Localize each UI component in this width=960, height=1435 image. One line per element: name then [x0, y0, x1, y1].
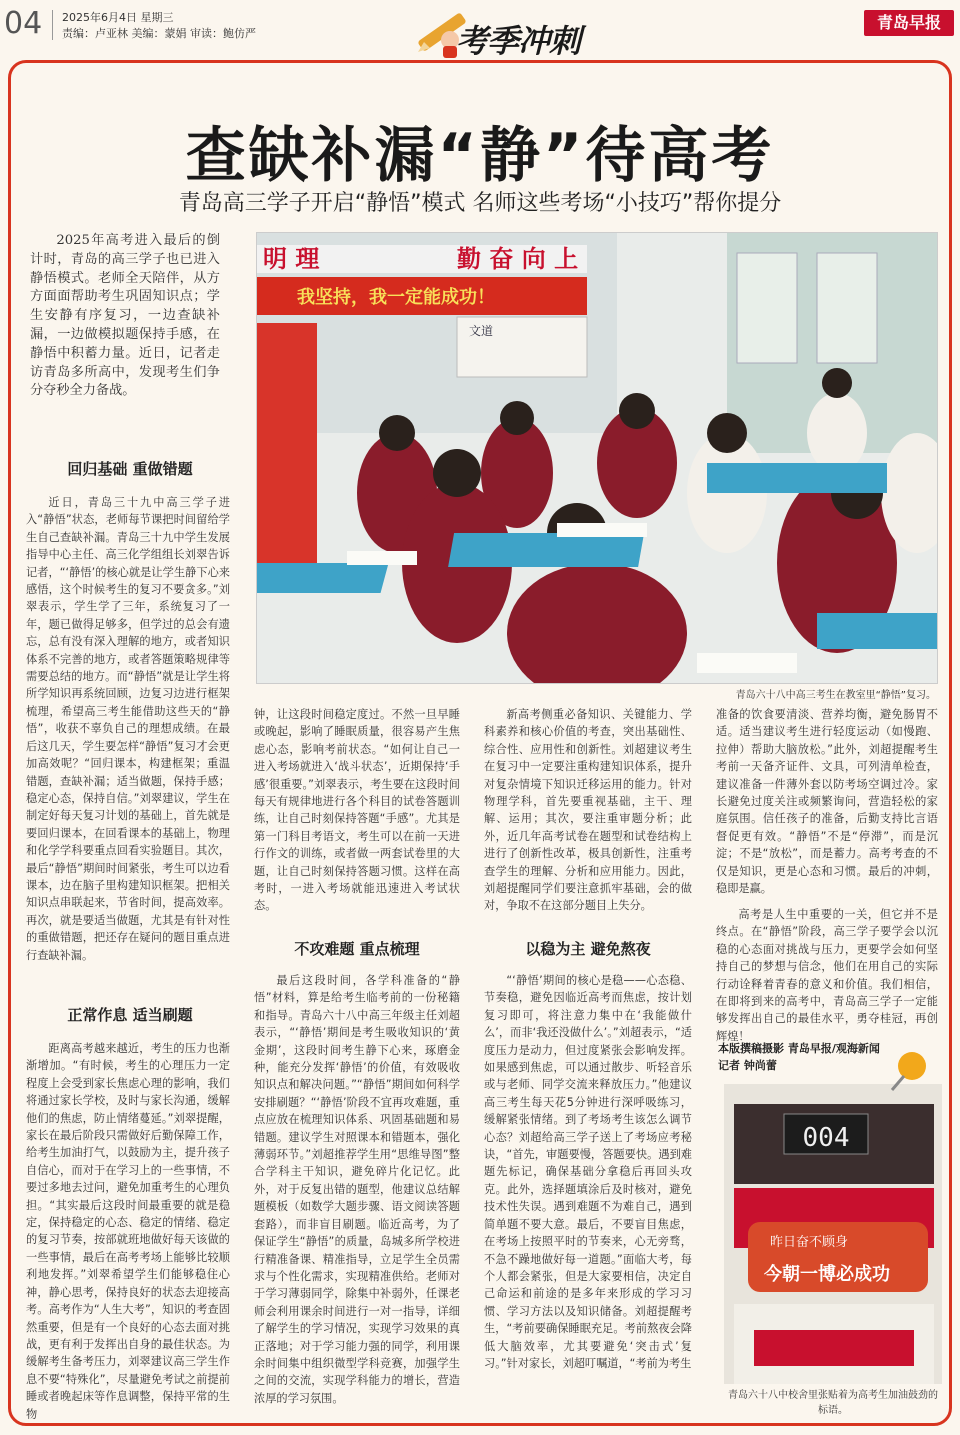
motivation-photo	[724, 1084, 942, 1384]
article-column-4b: 高考是人生中重要的一关，但它并不是终点。在“静悟”阶段，高三学子要学会以沉稳的心态面对挑战与压力，更要学会如何坚持自己的梦想与信念，他们在用自己的实际行动诠释着青春的意义和价值。我们相信，在即将到来的高考中，青岛高三学子一定能够发挥出自己的最佳水平，勇夺桂冠，再创辉煌！	[716, 908, 938, 1043]
column-banner	[410, 6, 640, 62]
section-title-3: 不攻难题 重点梳理	[294, 940, 420, 958]
photo-caption: 青岛六十八中高三考生在教室里“静悟”复习。	[735, 690, 936, 701]
countdown-clock: 004	[802, 1123, 850, 1153]
column-title: 考季冲刺	[456, 22, 581, 60]
photo2-caption: 青岛六十八中校舍里张贴着为高考生加油鼓劲的标语。	[728, 1390, 938, 1416]
wall-banner-right: 勤 奋 向 上	[457, 245, 579, 273]
page-number: 04	[4, 6, 43, 41]
section-title-1: 回归基础 重做错题	[67, 460, 193, 478]
slogan-bottom: 今朝一博必成功	[764, 1264, 890, 1285]
article-column-1a: 近日，青岛三十九中高三学子进入“静悟”状态，老师每节课把时间留给学生自己查缺补漏。青岛三十九中学生发展指导中心主任、高三化学组组长刘翠告诉记者，“‘静悟’的核心就是让学生静下心来感悟，这个时候考生的复习不要贪多。”刘翠表示，学生学了三年，系统复习了一年，题已做得足够多，但学过的总会有遗忘，总有没有深入理解的地方，或者知识体系不完善的地方，或者答题策略规律等需要总结的地方。而“静悟”就是让学生将所学知识再系统回顾，边复习边进行框架梳理，希望高三考生能借助这些天的“静悟”，收获不辜负自己的理想成绩。在最后这几天，学生要怎样“静悟”复习才会更加高效呢？“回归课本，构建框架；重温错题，查缺补漏；适当做题，保持手感；稳定心态，保持自信。”刘翠建议，学生在制定好每天复习计划的基础上，首先就是要回归课本，在回看课本的基础上，物理和化学学科要重点回看实验题目。其次，最后“静悟”期间时间紧张，考生可以边看课本，边在脑子里构建知识框架。把相关知识点串联起来，节省时间，提高效率。再次，就是要适当做题，尤其是有针对性的重做错题，把还存在疑问的题目重点进行查缺补漏。	[26, 496, 230, 962]
lede-paragraph: 2025年高考进入最后的倒计时，青岛的高三学子也已进入静悟模式。老师全天陪伴，从方方面面帮助考生巩固知识点；学生安静有序复习，一边查缺补漏，一边做模拟题保持手感，在静悟中积蓄力量。近日，记者走访青岛多所高中，发现考生们争分夺秒全力备战。	[30, 233, 220, 399]
section-title-4: 以稳为主 避免熬夜	[525, 940, 651, 958]
headline: 查缺补漏“静”待高考	[185, 121, 775, 191]
article-column-1b: 距离高考越来越近，考生的压力也渐渐增加。“有时候，考生的心理压力一定程度上会受到家长焦虑心理的影响，我们将通过家长学校，及时与家长沟通，缓解他们的焦虑，防止情绪蔓延。”刘翠提醒，家长在最后阶段只需做好后勤保障工作，给考生加油打气，以鼓励为主，提升孩子自信心，而对于在学习上的一些事情，不要过多地去过问，避免加重考生的心理负担。“其实最后这段时间最重要的就是稳定，保持稳定的心态、稳定的情绪、稳定的复习节奏，按部就班地做好每天该做的一些事情，最后在高考考场上能够比较顺利地发挥。”刘翠希望学生们能够稳住心神，静心思考，保持良好的状态去迎接高考。高考作为“人生大考”，知识的考查固然重要，但是有一个良好的心态去面对挑战，更有利于发挥出自身的最佳状态。为缓解考生备考压力，刘翠建议高三学生作息不要“特殊化”，尽量避免考试之前提前睡或者晚起床等作息调整，保持平常的生物	[26, 1042, 230, 1421]
byline-reporter: 记者 钟尚蕾	[718, 1059, 777, 1072]
header-divider	[52, 10, 53, 40]
newspaper-logo: 青岛早报	[864, 10, 954, 36]
article-column-3a: 新高考侧重必备知识、关键能力、学科素养和核心价值的考查，突出基础性、综合性、应用性和创新性。刘超建议考生在复习中一定要注重构建知识体系，提升对复杂情境下知识迁移运用的能力。针对物理学科，首先要重视基础，主干、理解、运用；其次，要注重审题分析；此外，近几年高考试卷在题型和试卷结构上进行了创新性改革，极具创新性，注重考查学生的理解、分析和应用能力。因此，刘超提醒同学们要注意抓牢基础，会的做对，争取不在这部分题目上失分。	[484, 708, 692, 913]
pushpin-icon	[884, 1044, 934, 1094]
issue-date: 2025年6月4日 星期三	[62, 11, 174, 24]
wall-slogan: 我坚持，我一定能成功！	[297, 287, 495, 308]
section-title-2: 正常作息 适当刷题	[67, 1006, 193, 1024]
editor-credits: 责编：卢亚林 美编：蒙娟 审读：鲍仿严	[62, 27, 256, 40]
article-column-3b: “‘静悟’期间的核心是稳——心态稳、节奏稳，避免因临近高考而焦虑，按计划复习即可，将注意力集中在‘我能做什么’，而非‘我还没做什么’。”刘超表示，“适度压力是动力，但过度紧张会影响发挥。如果感到焦虑，可以通过散步、听轻音乐或与老师、同学交流来释放压力。”他建议高三考生每天花5分钟进行深呼吸练习，缓解紧张情绪。到了考场考生该怎么调节心态？刘超给高三学子送上了考场应考秘诀，“首先，审题要慢，答题要快。遇到难题先标记，确保基础分拿稳后再回头攻克。此外，选择题填涂后及时核对，避免技术性失误。遇到难题不为难自己，遇到简单题不要大意。最后，不要盲目焦虑，在考场上按照平时的节奏来，心无旁骛，不急不躁地做好每一道题。”面临大考，每个人都会紧张，但是大家要相信，决定自己命运和前途的是多年来形成的学习习惯、学习方法以及知识储备。刘超提醒考生，“考前要确保睡眠充足。考前熬夜会降低大脑效率，尤其要避免‘突击式’复习。”针对家长，刘超叮嘱道，“考前为考生	[484, 974, 692, 1370]
article-column-4a: 准备的饮食要清淡、营养均衡，避免肠胃不适。适当建议考生进行轻度运动（如慢跑、拉伸）帮助大脑放松。”此外，刘超提醒考生考前一天备齐证件、文具，可列清单检查，建议准备一件薄外套以防考场空调过冷。家长避免过度关注或频繁询问，营造轻松的家庭氛围。信任孩子的准备，后勤支持比言语督促更有效。“静悟”不是“停滞”，而是沉淀；不是“放松”，而是蓄力。高考考查的不仅是知识，更是心态和习惯。最后的冲刺，稳即是赢。	[716, 708, 938, 896]
byline-source: 本版撰稿摄影 青岛早报/观海新闻	[718, 1042, 880, 1055]
slogan-top: 昨日奋不顾身	[770, 1235, 849, 1250]
classroom-photo	[256, 232, 938, 684]
whiteboard-text: 文道	[469, 324, 494, 338]
subheadline: 青岛高三学子开启“静悟”模式 名师这些考场“小技巧”帮你提分	[178, 191, 782, 216]
article-column-2a: 钟，让这段时间稳定度过。不然一旦早睡或晚起，影响了睡眠质量，很容易产生焦虑心态，影响考前状态。“如何让自己一进入考场就进入‘战斗状态’，近期保持‘手感’很重要。”刘翠表示，考生要在这段时间每天有规律地进行各个科目的试卷答题训练，让自己时刻保持答题“手感”。尤其是第一门科目考语文，考生可以在前一天进行作文的训练，或者做一两套试卷里的大题，让自己时刻保持答题习惯。这样在高考时，一进入考场就能迅速进入考试状态。	[254, 708, 460, 913]
article-column-2b: 最后这段时间，各学科准备的“静悟”材料，算是给考生临考前的一份秘籍和指导。青岛六十八中高三年级主任刘超表示，“‘静悟’期间是考生吸收知识的‘黄金期’，这段时间考生静下心来，琢磨金种，能充分发挥‘静悟’的价值，有效吸收知识点和解决问题。”“静悟”期间如何科学安排刷题？“‘静悟’阶段不宜再攻难题，重点应放在梳理知识体系、巩固基础题和易错题。建议学生对照课本和错题本，强化薄弱环节。”刘超推荐学生用“思维导图”整合学科主干知识，避免碎片化记忆。此外，对于反复出错的题型，他建议总结解题模板（如数学大题步骤、语文阅读答题套路），而非盲目刷题。临近高考，为了保证学生“静悟”的质量，岛城多所学校进行精准备课、精准指导，立足学生全员需求与个性化需求，实现精准供给。老师对于学习薄弱同学，除集中补弱外，任课老师会利用课余时间进行一对一指导，详细了解学生的学习情况，实现学习效果的真正落地；对于学习能力强的同学，利用课余时间集中组织微型学科竞赛，加强学生之间的交流，实现学科能力的增长，营造浓厚的学习氛围。	[254, 974, 460, 1405]
wall-banner-left: 明 理	[263, 245, 320, 273]
